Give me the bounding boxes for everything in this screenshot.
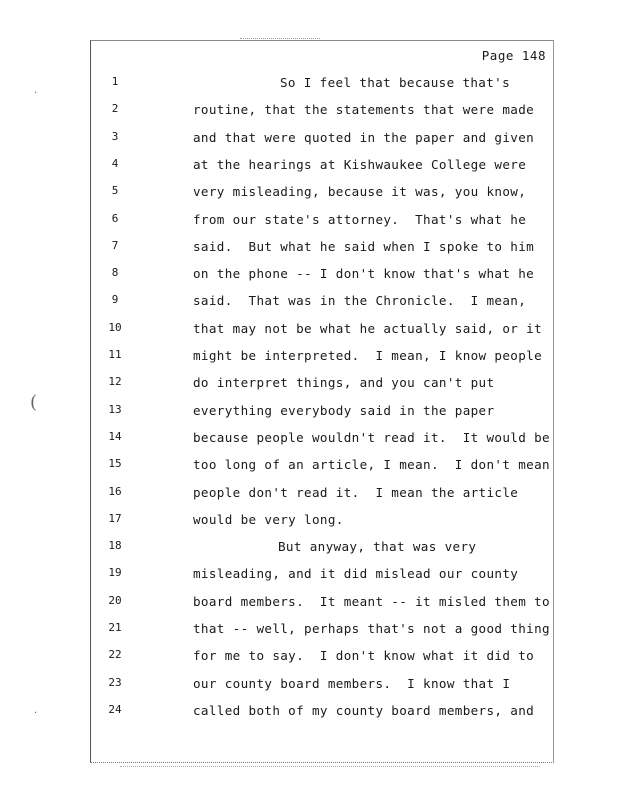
line-text: do interpret things, and you can't put bbox=[193, 375, 495, 391]
line-number: 22 bbox=[108, 648, 122, 662]
transcript-line bbox=[0, 348, 618, 375]
line-number: 3 bbox=[111, 129, 119, 143]
line-number: 2 bbox=[111, 102, 119, 116]
transcript-line bbox=[0, 566, 618, 593]
line-number: 17 bbox=[108, 511, 122, 525]
line-text: our county board members. I know that I bbox=[193, 675, 511, 691]
line-number: 19 bbox=[108, 566, 122, 580]
line-text: too long of an article, I mean. I don't mean bbox=[193, 457, 550, 473]
line-text: on the phone -- I don't know that's what he bbox=[193, 266, 535, 282]
line-number: 23 bbox=[108, 675, 122, 689]
line-text: because people wouldn't read it. It would be bbox=[193, 429, 550, 445]
transcript-line bbox=[0, 485, 618, 512]
transcript-line bbox=[0, 648, 618, 675]
transcript-line bbox=[0, 293, 618, 320]
transcript-line bbox=[0, 375, 618, 402]
line-text: and that were quoted in the paper and given bbox=[193, 129, 535, 145]
transcript-line bbox=[0, 539, 618, 566]
transcript-line bbox=[0, 239, 618, 266]
line-text: from our state's attorney. That's what he bbox=[193, 211, 527, 227]
transcript-line bbox=[0, 703, 618, 730]
line-text: that may not be what he actually said, or it bbox=[193, 320, 543, 336]
transcript-line bbox=[0, 594, 618, 621]
transcript-line bbox=[0, 184, 618, 211]
line-number: 21 bbox=[108, 621, 122, 634]
line-text: So I feel that because that's bbox=[280, 75, 511, 90]
line-number: 8 bbox=[111, 266, 119, 280]
transcript-line bbox=[0, 403, 618, 430]
transcript-line bbox=[0, 321, 618, 348]
line-text: very misleading, because it was, you know, bbox=[193, 184, 527, 200]
line-text: might be interpreted. I mean, I know people bbox=[193, 348, 543, 363]
line-text: would be very long. bbox=[193, 511, 344, 527]
line-text: called both of my county board members, and bbox=[193, 702, 535, 718]
line-text: for me to say. I don't know what it did to bbox=[193, 648, 535, 664]
transcript-line bbox=[0, 430, 618, 457]
transcript-line bbox=[0, 512, 618, 539]
transcript-line bbox=[0, 102, 618, 129]
line-number: 7 bbox=[111, 238, 119, 252]
line-number: 12 bbox=[108, 375, 122, 389]
line-number: 16 bbox=[108, 484, 122, 498]
line-number: 13 bbox=[108, 402, 122, 416]
scan-artifact-top bbox=[240, 38, 320, 39]
line-text: everything everybody said in the paper bbox=[193, 402, 495, 418]
bottom-rule bbox=[90, 762, 554, 763]
line-text: people don't read it. I mean the article bbox=[193, 484, 519, 500]
line-text: misleading, and it did mislead our county bbox=[193, 566, 519, 582]
line-text: at the hearings at Kishwaukee College were bbox=[193, 156, 527, 172]
line-text: But anyway, that was very bbox=[278, 539, 477, 555]
margin-bracket-icon: ( bbox=[30, 392, 38, 413]
margin-dot-icon-bottom: · bbox=[34, 708, 38, 719]
transcript-line bbox=[0, 212, 618, 239]
line-number: 15 bbox=[108, 457, 122, 471]
bottom-rule-secondary bbox=[120, 766, 540, 767]
page-number: Page 148 bbox=[481, 48, 546, 63]
line-number: 9 bbox=[111, 293, 119, 307]
transcript-line bbox=[0, 157, 618, 184]
line-number: 18 bbox=[108, 539, 122, 553]
line-text: said. That was in the Chronicle. I mean, bbox=[193, 293, 527, 309]
line-text: board members. It meant -- it misled them to bbox=[193, 593, 550, 609]
line-number: 14 bbox=[108, 429, 122, 443]
line-number: 5 bbox=[111, 184, 119, 198]
line-number: 11 bbox=[108, 348, 122, 361]
margin-dot-icon: · bbox=[34, 88, 38, 99]
transcript-line bbox=[0, 676, 618, 703]
line-text: routine, that the statements that were made bbox=[193, 102, 535, 118]
line-number: 1 bbox=[111, 75, 119, 88]
line-text: said. But what he said when I spoke to him bbox=[193, 238, 535, 254]
transcript-line bbox=[0, 75, 618, 102]
line-number: 24 bbox=[108, 702, 122, 716]
transcript-line bbox=[0, 266, 618, 293]
line-number: 6 bbox=[111, 211, 119, 225]
line-number: 4 bbox=[111, 156, 119, 170]
line-text: that -- well, perhaps that's not a good thing bbox=[193, 621, 550, 636]
line-number: 20 bbox=[108, 593, 122, 607]
transcript-line bbox=[0, 621, 618, 648]
transcript-line bbox=[0, 457, 618, 484]
transcript-line bbox=[0, 130, 618, 157]
line-number: 10 bbox=[108, 320, 122, 334]
